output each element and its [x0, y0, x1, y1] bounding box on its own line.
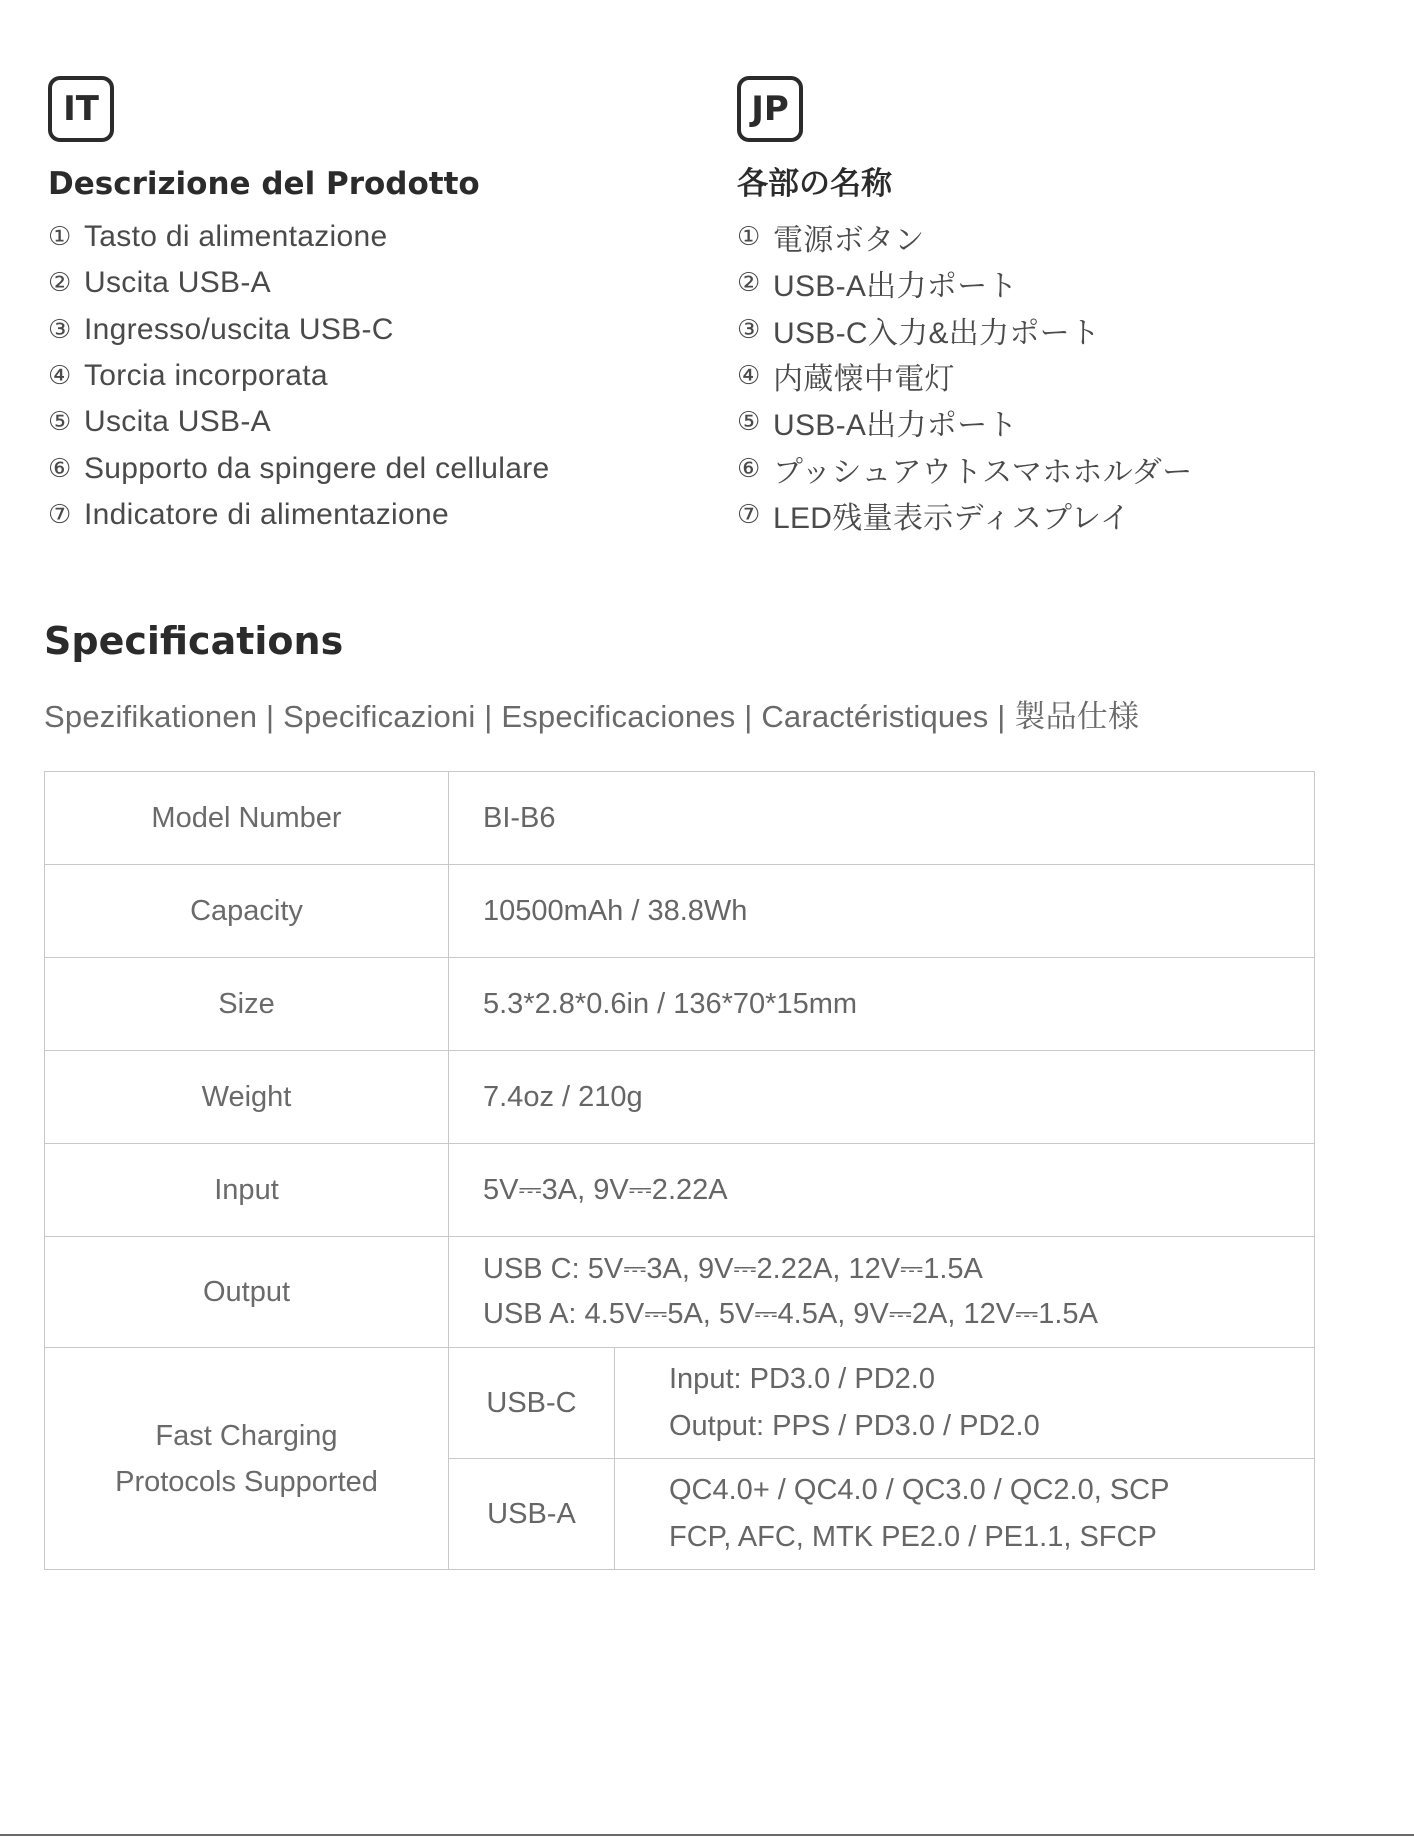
spec-value: 5.3*2.8*0.6in / 136*70*15mm: [449, 958, 1315, 1051]
item-label: Uscita USB-A: [84, 266, 271, 300]
list-item: [737, 307, 1377, 353]
list-item: [737, 492, 1377, 538]
item-number: ⑤: [48, 407, 72, 438]
spec-value: 10500mAh / 38.8Wh: [449, 865, 1315, 958]
spec-value: [449, 1237, 1315, 1348]
item-label: USB-C入力&出力ポート: [773, 316, 1101, 350]
list-item: [737, 399, 1377, 445]
fast-charging-label-line2: Protocols Supported: [115, 1465, 378, 1498]
spec-label: Output: [45, 1237, 449, 1348]
item-number: ⑦: [737, 499, 761, 530]
item-label: USB-A出力ポート: [773, 270, 1018, 304]
italian-parts-list: [48, 214, 688, 538]
item-number: ①: [48, 222, 72, 253]
specifications-title: Specifications: [44, 619, 344, 663]
protocols-usb-c-line1: Input: PD3.0 / PD2.0: [669, 1363, 935, 1395]
table-row: [45, 865, 1315, 958]
japanese-heading: 各部の名称: [737, 166, 892, 202]
list-item: [48, 353, 688, 399]
list-item: [737, 353, 1377, 399]
japanese-section: [737, 76, 1377, 538]
spec-value: BI-B6: [449, 772, 1315, 865]
item-number: ⑦: [48, 499, 72, 530]
list-item: [48, 445, 688, 491]
item-label: Torcia incorporata: [84, 359, 328, 393]
item-label: Uscita USB-A: [84, 405, 271, 439]
item-label: Indicatore di alimentazione: [84, 497, 449, 531]
output-usb-a: USB A: 4.5V⎓5A, 5V⎓4.5A, 9V⎓2A, 12V⎓1.5A: [483, 1298, 1098, 1330]
spec-label: Capacity: [45, 865, 449, 958]
list-item: [48, 260, 688, 306]
item-label: USB-A出力ポート: [773, 409, 1018, 443]
protocols-usb-c: [615, 1348, 1315, 1459]
language-badge-jp: JP: [737, 76, 803, 142]
item-number: ③: [737, 314, 761, 345]
protocols-usb-c-line2: Output: PPS / PD3.0 / PD2.0: [669, 1410, 1040, 1442]
item-label: プッシュアウトスマホホルダー: [773, 455, 1193, 489]
list-item: [48, 399, 688, 445]
fast-charging-label-line1: Fast Charging: [155, 1419, 338, 1452]
protocols-usb-a: [615, 1459, 1315, 1570]
table-row: [45, 1051, 1315, 1144]
item-number: ⑥: [48, 453, 72, 484]
item-label: LED残量表示ディスプレイ: [773, 501, 1131, 535]
item-number: ④: [737, 361, 761, 392]
item-number: ④: [48, 361, 72, 392]
table-row: [45, 1348, 1315, 1459]
spec-value: 5V⎓3A, 9V⎓2.22A: [449, 1144, 1315, 1237]
specifications-subtitle: Spezifikationen | Specificazioni | Especificaciones | Caractéristiques | 製品仕様: [44, 699, 1140, 734]
italian-heading: Descrizione del Prodotto: [48, 166, 480, 202]
protocols-usb-a-line1: QC4.0+ / QC4.0 / QC3.0 / QC2.0, SCP: [669, 1474, 1170, 1506]
table-row: [45, 772, 1315, 865]
item-label: 内蔵懐中電灯: [773, 363, 955, 397]
item-number: ⑤: [737, 407, 761, 438]
spec-label: Input: [45, 1144, 449, 1237]
language-badge-it: IT: [48, 76, 114, 142]
item-number: ②: [48, 268, 72, 299]
table-row: [45, 958, 1315, 1051]
list-item: [737, 214, 1377, 260]
port-label-usb-c: USB-C: [449, 1348, 615, 1459]
spec-label: Size: [45, 958, 449, 1051]
port-label-usb-a: USB-A: [449, 1459, 615, 1570]
item-number: ⑥: [737, 453, 761, 484]
item-number: ②: [737, 268, 761, 299]
protocols-usb-a-line2: FCP, AFC, MTK PE2.0 / PE1.1, SFCP: [669, 1521, 1157, 1553]
japanese-parts-list: [737, 214, 1377, 538]
list-item: [737, 260, 1377, 306]
list-item: [48, 214, 688, 260]
item-label: 電源ボタン: [773, 224, 925, 258]
item-label: Tasto di alimentazione: [84, 220, 388, 254]
spec-label: Weight: [45, 1051, 449, 1144]
output-usb-c: USB C: 5V⎓3A, 9V⎓2.22A, 12V⎓1.5A: [483, 1253, 983, 1285]
table-row: [45, 1237, 1315, 1348]
item-number: ③: [48, 314, 72, 345]
table-row: [45, 1144, 1315, 1237]
list-item: [48, 492, 688, 538]
item-label: Ingresso/uscita USB-C: [84, 312, 394, 346]
list-item: [48, 307, 688, 353]
bottom-divider: [0, 1834, 1414, 1836]
specifications-table: [44, 771, 1315, 1570]
spec-label: Model Number: [45, 772, 449, 865]
list-item: [737, 445, 1377, 491]
spec-value: 7.4oz / 210g: [449, 1051, 1315, 1144]
italian-section: [48, 76, 688, 538]
item-number: ①: [737, 222, 761, 253]
item-label: Supporto da spingere del cellulare: [84, 451, 550, 485]
spec-label: [45, 1348, 449, 1570]
